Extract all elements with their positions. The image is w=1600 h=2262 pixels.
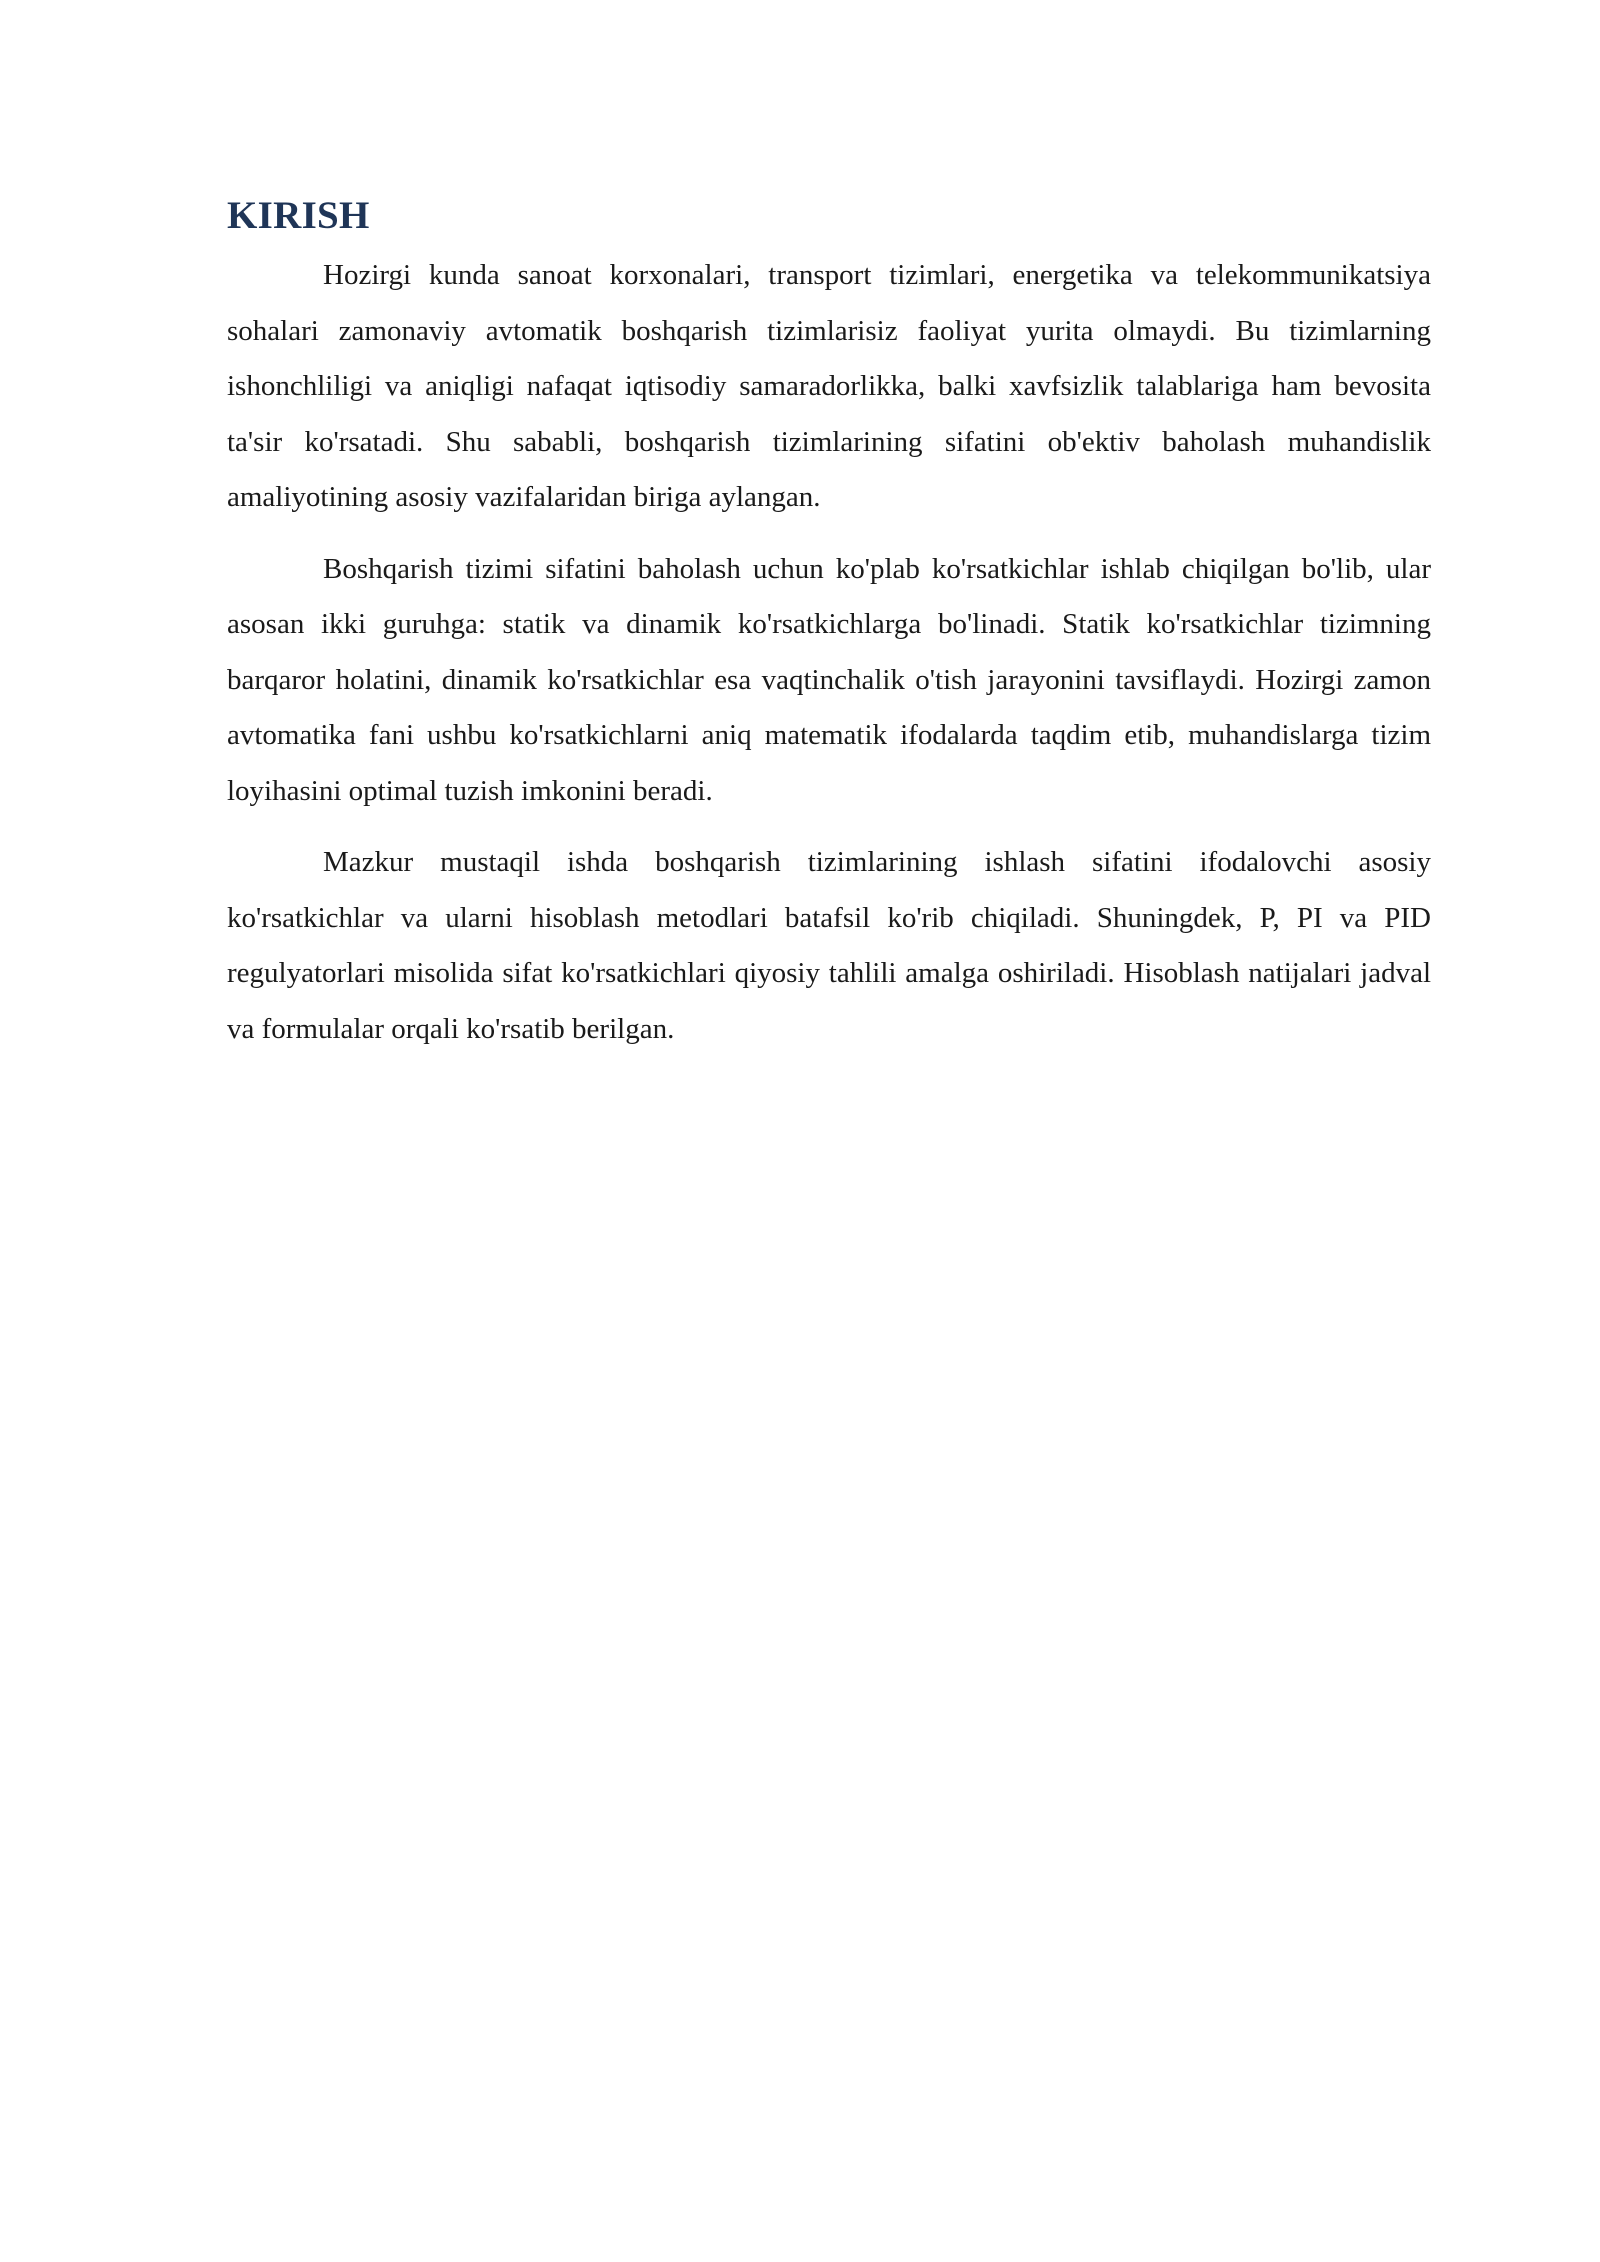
body-paragraph-2: Boshqarish tizimi sifatini baholash uchun ko'plab ko'rsatkichlar ishlab chiqilgan bo'lib, ular asosan ikki guruhga: statik va dinamik ko'rsatkichlarga bo'linadi. Statik ko'rsatkichlar tizimning barqaror holatini, dinamik ko'rsatkichlar esa vaqtinchalik o'tish jarayonini tavsiflaydi. Hozirgi zamon avtomatika fani ushbu ko'rsatkichlarni aniq matematik ifodalarda taqdim etib, muhandislarga tizim loyihasini optimal tuzish imkonini beradi. [227, 552, 1431, 807]
section-heading: KIRISH [227, 194, 370, 237]
page-content [227, 190, 1431, 1073]
body-paragraph-1: Hozirgi kunda sanoat korxonalari, transport tizimlari, energetika va telekommunikatsiya sohalari zamonaviy avtomatik boshqarish tizimlarisiz faoliyat yurita olmaydi. Bu tizimlarning ishonchliligi va aniqligi nafaqat iqtisodiy samaradorlikka, balki xavfsizlik talablariga ham bevosita ta'sir ko'rsatadi. Shu sababli, boshqarish tizimlarining sifatini ob'ektiv baholash muhandislik amaliyotining asosiy vazifalaridan biriga aylangan. [227, 259, 1431, 513]
body-paragraph-3: Mazkur mustaqil ishda boshqarish tizimlarining ishlash sifatini ifodalovchi asosiy ko'rsatkichlar va ularni hisoblash metodlari batafsil ko'rib chiqiladi. Shuningdek, P, PI va PID regulyatorlari misolida sifat ko'rsatkichlari qiyosiy tahlili amalga oshiriladi. Hisoblash natijalari jadval va formulalar orqali ko'rsatib berilgan. [227, 846, 1431, 1045]
